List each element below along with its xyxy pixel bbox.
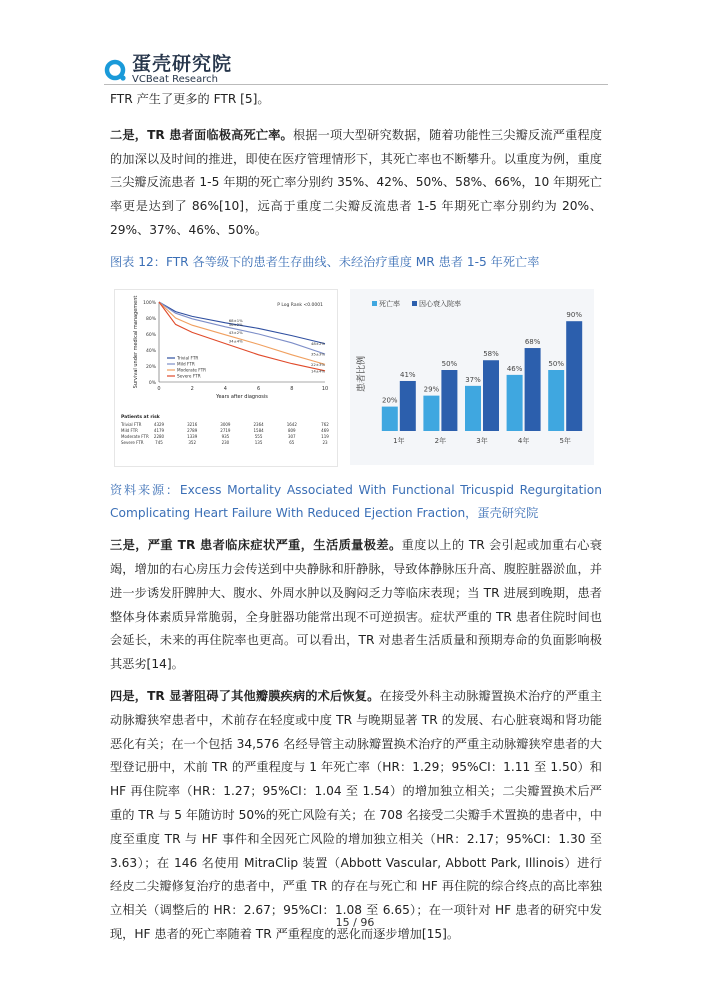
curve-end-label: 48±2% [310,340,325,346]
risk-table-cell: 352 [188,439,197,445]
y-tick-label: 80% [145,316,156,322]
figure [110,279,602,479]
risk-table-cell: 762 [321,421,329,427]
x-axis-title: Years after diagnosis [216,393,268,400]
mortality-bar-chart-svg [350,289,594,465]
data-label: 41% [400,370,416,379]
x-tick-label: 6 [257,385,261,392]
paragraph-heading: 三是，严重 TR 患者临床症状严重，生活质量极差。 [110,538,402,553]
x-tick-label: 8 [290,385,294,392]
legend-swatch [372,301,377,306]
risk-table-cell: 2789 [187,427,198,433]
paragraph-valve-recovery: 四是，TR 显著阻碍了其他瓣膜疾病的术后恢复。在接受外科主动脉瓣置换术治疗的严重主动脉瓣狭窄患者中，术前存在轻度或中度 TR 与晚期显著 TR 的发展、右心脏衰竭和肾功能恶化有关；在一个包括 34,576 名经导管主动脉瓣置换术治疗的严重主动脉瓣狭窄患者的大型登记册中，术前 TR 的严重程度与 1 年死亡率（HR：1.29；95%CI：1.11 至 1.50）和 HF 再住院率（HR：1.27；95%CI：1.04 至 1.54）的增加独立相关；二尖瓣置换术后严重的 TR 与 5 年随访时 50%的死亡风险有关；在 708 名接受二尖瓣手术置换的患者中，中度至重度 TR 与 HF 事件和全因死亡风险的增加独立相关（HR：2.17；95%CI：1.30 至 3.63）；在 146 名使用 MitraClip 装置（Abbott Vascular, Abbott Park, Illinois）进行经皮二尖瓣修复治疗的患者中，严重 TR 的存在与死亡和 HF 再住院的综合终点的高比率独立相关（调整后的 HR：2.67；95%CI：1.08 至 6.65）；在一项针对 HF 患者的研究中发现，HF 患者的死亡率随着 TR 严重程度的恶化而逐步增加[15]。 [110,688,603,941]
x-tick-label: 10 [321,385,329,392]
risk-table-row-label: Mild FTR [121,427,138,433]
y-tick-label: 40% [145,348,156,354]
chart-annotation: P Log Rank <0.0001 [277,302,323,308]
risk-table-cell: 3216 [187,421,198,427]
data-label: 50% [441,359,458,368]
risk-table-cell: 135 [254,439,263,445]
curve-mid-label: 56±2% [228,321,243,327]
egg-logo-icon [104,59,126,81]
y-axis-title: Survival under medical management [133,295,139,388]
logo-english-name: VCBeat Research [132,74,218,85]
curve-mid-label: 43±2% [228,329,243,335]
risk-table-cell: 935 [221,433,230,439]
curve-end-label: 35±3% [310,351,325,357]
y-tick-label: 20% [145,364,156,370]
bar [423,395,439,430]
curve-end-label: 22±3% [310,361,325,367]
risk-table-cell: 65 [289,439,295,445]
legend-label: Trivial FTR [177,355,199,361]
data-label: 46% [506,364,523,373]
header-divider [104,84,608,85]
y-axis-title: 患者比例 [357,355,367,392]
x-tick-label: 2 [190,385,194,392]
legend-label: Moderate FTR [177,367,207,373]
legend-swatch [412,301,417,306]
risk-table-cell: 809 [287,427,296,433]
data-label: 37% [465,375,481,384]
risk-table-row-label: Moderate FTR [121,433,149,439]
curve-end-label: 14±4% [310,367,325,373]
x-tick-label: 4 [223,385,227,392]
risk-table-row-label: Trivial FTR [121,421,142,427]
figure-source: 资料来源：Excess Mortality Associated With Functional Tricuspid Regurgitation Complicating Heart Failure With Reduced Ejection Fraction，蛋壳研究院 [110,482,602,521]
data-label: 58% [483,349,499,358]
paragraph-mortality: 二是，TR 患者面临极高死亡率。根据一项大型研究数据，随着功能性三尖瓣反流严重程度的加深以及时间的推进，即使在医疗管理情形下，其死亡率也不断攀升。以重度为例，重度三尖瓣反流患者 1-5 年期的死亡率分别约 35%、42%、50%、58%、66%，10 年期死亡率更是达到了 86%[10]，远高于重度二尖瓣反流患者 1-5 年期死亡率分别约为 20%、29%、37%、46%、50%。 [110,127,602,237]
logo [104,54,232,86]
risk-table-cell: 2364 [253,421,264,427]
risk-table-cell: 745 [155,439,163,445]
bar [483,360,499,431]
x-tick-label: 0 [157,385,161,392]
x-tick-label: 2年 [434,436,447,445]
curve-mid-label: 34±4% [228,338,243,344]
risk-table-title: Patients at risk [121,414,160,420]
risk-table-cell: 2719 [220,427,231,433]
figure-title: 图表 12：FTR 各等级下的患者生存曲线、未经治疗重度 MR 患者 1-5 年死亡率 [110,254,540,269]
bar [525,348,541,431]
mortality-bar-chart [350,289,594,465]
bar [465,385,481,430]
curve-mid-label: 68±1% [228,317,243,323]
bar [400,381,416,431]
survival-chart-svg [115,290,337,466]
bar [548,370,564,431]
document-body [110,88,602,947]
bar [566,321,582,431]
survival-chart [114,289,338,467]
risk-table-row-label: Severe FTR [121,439,144,445]
page-number: 15 / 96 [335,916,375,929]
bar [382,406,398,430]
risk-table-cell: 230 [221,439,230,445]
data-label: 90% [566,310,582,319]
risk-table-cell: 555 [254,433,263,439]
risk-table-cell: 1339 [187,433,198,439]
x-tick-label: 5年 [559,436,571,445]
risk-table-cell: 469 [321,427,329,433]
legend-label: Severe FTR [177,373,201,379]
paragraph-heading: 四是，TR 显著阻碍了其他瓣膜疾病的术后恢复。 [110,688,380,703]
data-label: 20% [382,396,398,405]
logo-chinese-name: 蛋壳研究院 [132,53,233,75]
y-tick-label: 60% [145,332,156,338]
risk-table-cell: 307 [287,433,296,439]
x-tick-label: 4年 [517,436,530,445]
data-label: 50% [548,359,564,368]
risk-table-cell: 1584 [253,427,264,433]
paragraph-continuation: FTR 产生了更多的 FTR [5]。 [110,92,270,106]
bar [441,370,457,431]
risk-table-cell: 4179 [153,427,165,433]
risk-table-cell: 23 [322,439,328,445]
legend-label: 因心衰入院率 [419,299,461,308]
y-tick-label: 0% [148,380,156,386]
legend-label: Mild FTR [177,361,195,367]
risk-table-cell: 119 [321,433,329,439]
bar [507,374,523,430]
paragraph-symptoms: 三是，严重 TR 患者临床症状严重，生活质量极差。重度以上的 TR 会引起或加重右心衰竭，增加的右心房压力会传送到中央静脉和肝静脉，导致体静脉压升高、腹腔脏器淤血，并进一步诱发肝脾肿大、腹水、外周水肿以及胸闷乏力等临床表现；当 TR 进展到晚期，患者整体身体素质异常脆弱，全身脏器功能常出现不可逆损害。症状严重的 TR 患者住院时间也会延长，未来的再住院率也更高。可以看出，TR 对患者生活质量和预期寿命的负面影响极其恶劣[14]。 [110,538,602,672]
legend-label: 死亡率 [379,299,400,308]
paragraph-heading: 二是，TR 患者面临极高死亡率。 [110,127,293,142]
data-label: 29% [423,385,440,394]
risk-table-cell: 3009 [220,421,231,427]
risk-table-cell: 1642 [286,421,297,427]
data-label: 68% [524,337,541,346]
x-tick-label: 3年 [476,436,488,445]
risk-table-cell: 2280 [153,433,165,439]
y-tick-label: 100% [143,300,156,306]
x-tick-label: 1年 [393,436,405,445]
risk-table-cell: 4329 [153,421,165,427]
